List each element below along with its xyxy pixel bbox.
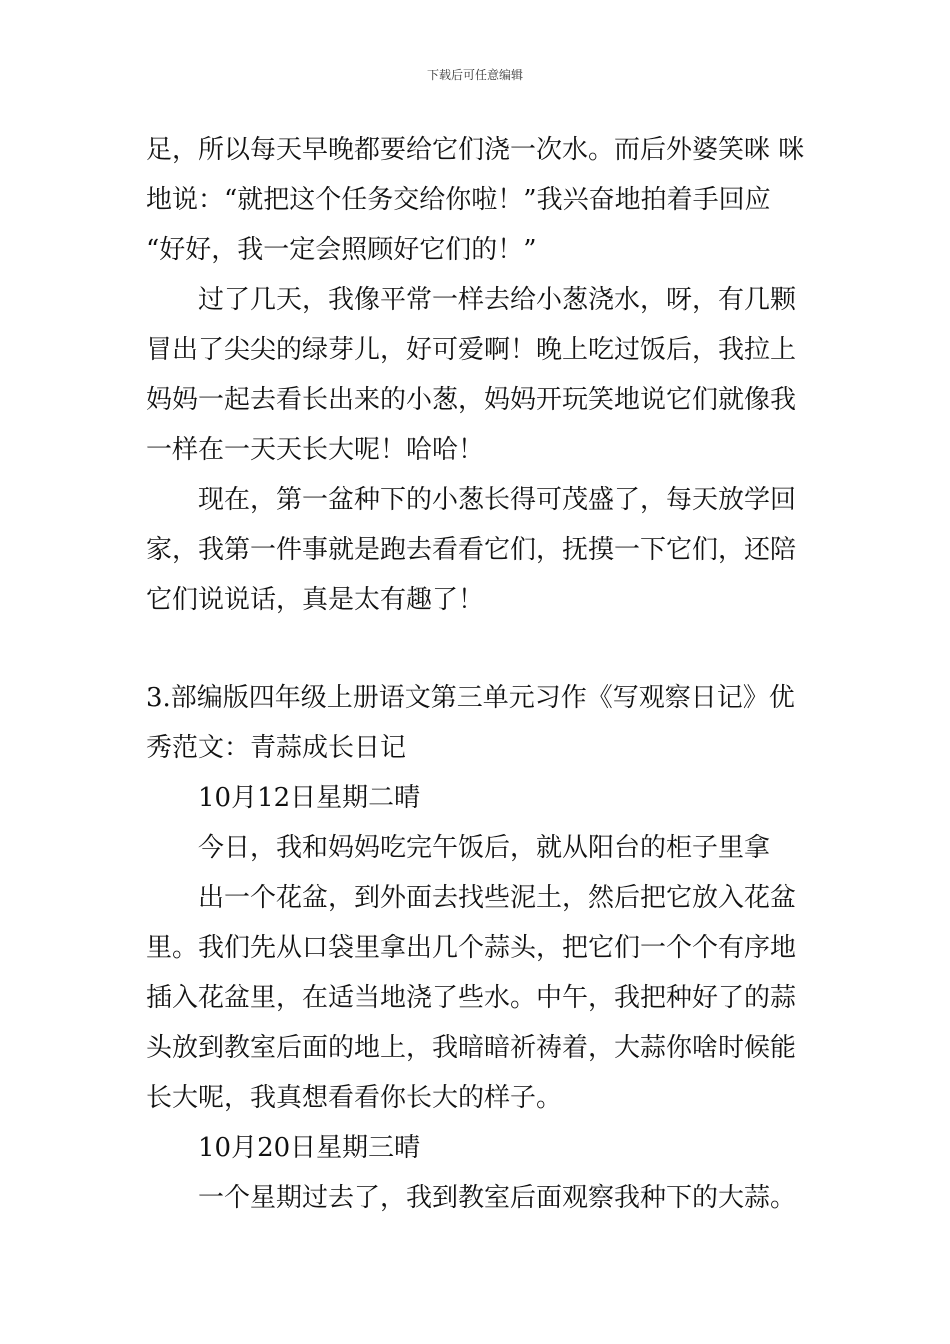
page-header: 下载后可任意编辑 — [426, 68, 523, 82]
text-line: 过了几天，我像平常一样去给小葱浇水，呀，有几颗 — [198, 285, 797, 315]
text-line: 现在，第一盆种下的小葱长得可茂盛了，每天放学回 — [198, 485, 797, 515]
text-line: 长大呢，我真想看看你长大的样子。 — [146, 1083, 563, 1113]
text-line: 地说：“就把这个任务交给你啦！”我兴奋地拍着手回应 — [146, 185, 771, 215]
diary-date: 10月20日星期三晴 — [198, 1133, 421, 1163]
text-line: 家，我第一件事就是跑去看看它们，抚摸一下它们，还陪 — [146, 535, 797, 565]
section-heading-line: 秀范文：青蒜成长日记 — [146, 733, 407, 763]
text-line: 头放到教室后面的地上，我暗暗祈祷着，大蒜你啥时候能 — [146, 1033, 797, 1063]
diary-date: 10月12日星期二晴 — [198, 783, 421, 813]
text-line: 插入花盆里，在适当地浇了些水。中午，我把种好了的蒜 — [146, 983, 797, 1013]
text-line: 里。我们先从口袋里拿出几个蒜头，把它们一个个有序地 — [146, 933, 797, 963]
section-heading-line: 3.部编版四年级上册语文第三单元习作《写观察日记》优 — [146, 683, 795, 713]
text-line: 它们说说话，真是太有趣了！ — [146, 585, 485, 615]
text-line: 今日，我和妈妈吃完午饭后，就从阳台的柜子里拿 — [198, 833, 771, 863]
text-line: 一个星期过去了，我到教室后面观察我种下的大蒜。 — [198, 1183, 797, 1213]
text-line: 出一个花盆，到外面去找些泥土，然后把它放入花盆 — [198, 883, 797, 913]
text-line: 冒出了尖尖的绿芽儿，好可爱啊！晚上吃过饭后，我拉上 — [146, 335, 797, 365]
text-line: 一样在一天天长大呢！哈哈！ — [146, 435, 485, 465]
text-line: 足，所以每天早晚都要给它们浇一次水。而后外婆笑咪 咪 — [146, 135, 805, 165]
text-line: 妈妈一起去看长出来的小葱，妈妈开玩笑地说它们就像我 — [146, 385, 797, 415]
text-line: “好好，我一定会照顾好它们的！” — [146, 235, 537, 265]
